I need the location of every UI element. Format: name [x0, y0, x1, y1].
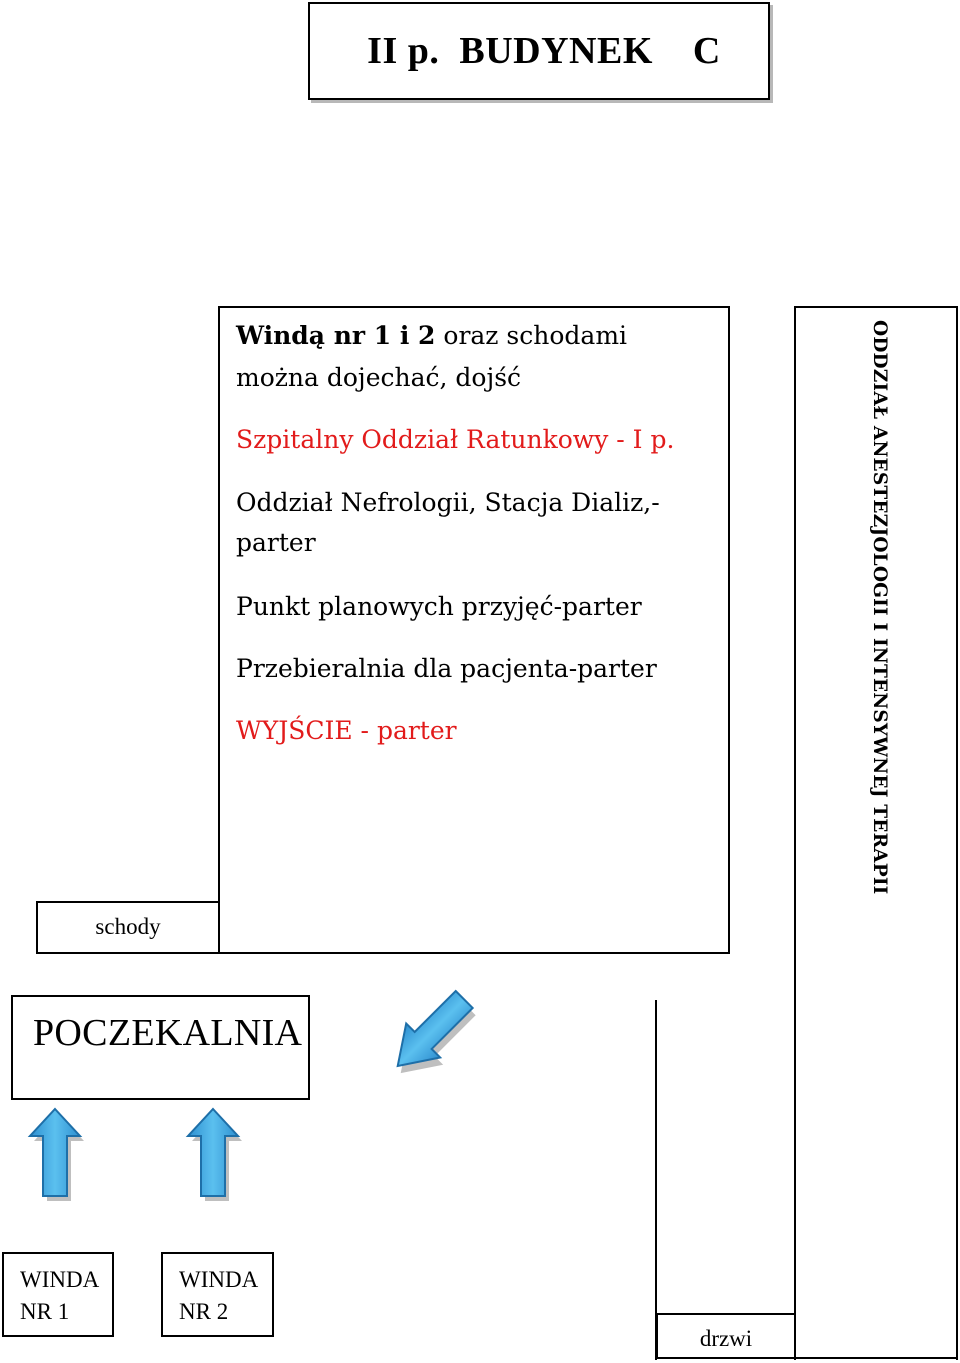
destination-nephrology-floor: parter: [236, 528, 316, 557]
lift-1-line1: WINDA: [20, 1267, 100, 1292]
arrow-up-icon: [188, 1109, 238, 1196]
icu-label: ODDZIAŁ ANESTEZJOLOGII I INTENSYWNEJ TERAPII: [869, 320, 890, 895]
destination-exit: WYJŚCIE - parter: [236, 716, 457, 745]
waiting-room-label: POCZEKALNIA: [33, 1012, 303, 1054]
page-title: II p. BUDYNEK C: [367, 30, 721, 72]
arrow-up-icon: [30, 1109, 80, 1196]
stairs-label: schody: [95, 914, 161, 939]
directions-intro-line2: można dojechać, dojść: [236, 363, 522, 392]
intro-stairs: oraz schodami: [435, 321, 628, 350]
destination-emergency: Szpitalny Oddział Ratunkowy - I p.: [236, 425, 675, 454]
destination-changing-room: Przebieralnia dla pacjenta-parter: [236, 654, 657, 683]
destination-admissions: Punkt planowych przyjęć-parter: [236, 592, 642, 621]
lift-2-line2: NR 2: [179, 1299, 229, 1324]
arrow-down-left-icon: [381, 983, 481, 1083]
door-label: drzwi: [699, 1326, 753, 1351]
destination-nephrology: Oddział Nefrologii, Stacja Dializ,-: [236, 488, 660, 517]
intro-lifts: Windą nr 1 i 2: [236, 321, 436, 350]
lift-1-line2: NR 1: [20, 1299, 70, 1324]
lift-2-line1: WINDA: [179, 1267, 259, 1292]
